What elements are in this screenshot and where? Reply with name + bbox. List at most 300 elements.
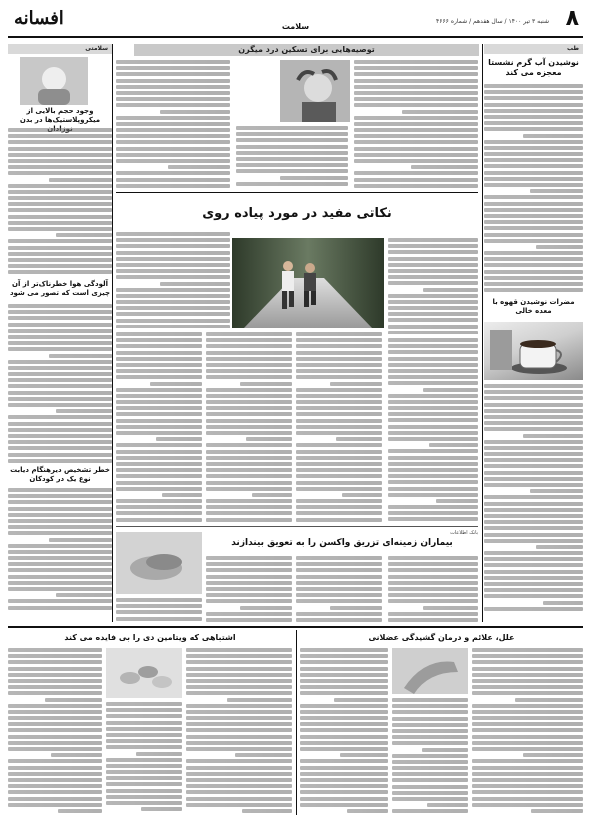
text-line: [160, 110, 230, 114]
text-line: [186, 704, 292, 708]
text-line: [106, 745, 182, 749]
text-line: [354, 66, 478, 70]
text-line: [472, 759, 583, 763]
text-line: [392, 741, 468, 745]
text-line: [206, 375, 292, 379]
text-line: [116, 91, 230, 95]
text-line: [8, 190, 112, 194]
text-line: [296, 456, 382, 460]
text-line: [354, 134, 478, 138]
text-line: [8, 747, 102, 751]
text-line: [206, 431, 292, 435]
text-line: [116, 369, 202, 373]
right-column-headline: نوشیدن آب گرم نشستا معجزه می کند: [488, 58, 579, 77]
text-line: [116, 306, 230, 310]
text-line: [296, 612, 382, 616]
text-line: [8, 184, 112, 188]
text-line: [116, 325, 230, 328]
text-line: [484, 440, 583, 444]
text-line: [8, 459, 112, 463]
text-line: [206, 618, 292, 622]
text-line: [116, 425, 202, 429]
text-line: [484, 195, 583, 199]
text-line: [8, 453, 112, 457]
text-line: [8, 165, 112, 169]
text-line: [206, 575, 292, 579]
text-line: [530, 489, 583, 493]
text-line: [8, 378, 112, 382]
text-line: [246, 437, 292, 441]
text-line: [388, 318, 478, 322]
text-line: [8, 587, 112, 591]
text-line: [300, 759, 388, 763]
text-line: [354, 159, 478, 163]
text-line: [484, 220, 583, 224]
text-line: [116, 406, 202, 410]
text-line: [388, 505, 478, 509]
text-line: [8, 531, 112, 535]
text-line: [206, 412, 292, 416]
text-line: [388, 300, 478, 304]
text-line: [106, 721, 182, 725]
text-line: [388, 406, 478, 410]
text-line: [116, 312, 230, 316]
text-line: [8, 215, 112, 219]
text-line: [116, 85, 230, 89]
text-line: [8, 153, 112, 157]
text-line: [296, 618, 382, 622]
text-line: [484, 557, 583, 561]
text-line: [8, 667, 102, 671]
text-line: [427, 803, 468, 807]
text-line: [354, 103, 478, 107]
text-line: [388, 575, 478, 579]
text-line: [106, 764, 182, 768]
text-line: [392, 760, 468, 764]
vaccine-body-col1: [206, 556, 292, 622]
text-line: [392, 791, 468, 795]
text-line: [472, 766, 583, 770]
vaccine-photo: [116, 532, 202, 594]
text-line: [484, 508, 583, 512]
text-line: [354, 178, 478, 182]
text-line: [296, 518, 382, 522]
walking-body-col3: [296, 332, 382, 522]
text-line: [392, 729, 468, 733]
walking-body-col1: [116, 332, 202, 522]
text-line: [156, 437, 202, 441]
text-line: [116, 171, 230, 175]
right-column-body: [484, 84, 583, 294]
text-line: [186, 685, 292, 689]
text-line: [116, 474, 202, 478]
text-line: [484, 588, 583, 592]
text-line: [388, 581, 478, 585]
text-line: [530, 189, 583, 193]
text-line: [8, 422, 112, 426]
text-line: [300, 685, 388, 689]
text-line: [106, 770, 182, 774]
text-line: [388, 357, 478, 361]
microplastics-body: [8, 128, 112, 274]
text-line: [296, 487, 382, 491]
muscle-body-col3: [300, 648, 388, 814]
text-line: [186, 710, 292, 714]
text-line: [388, 250, 478, 254]
text-line: [8, 741, 102, 745]
text-line: [116, 116, 230, 120]
text-line: [388, 568, 478, 572]
text-line: [484, 158, 583, 162]
text-line: [116, 375, 202, 379]
text-line: [484, 146, 583, 150]
text-line: [8, 384, 112, 388]
text-line: [354, 72, 478, 76]
text-line: [436, 499, 478, 503]
text-line: [354, 140, 478, 144]
text-line: [206, 568, 292, 572]
text-line: [206, 481, 292, 485]
text-line: [388, 312, 478, 316]
text-line: [388, 275, 478, 279]
text-line: [8, 134, 112, 138]
text-line: [8, 735, 102, 739]
muscle-photo: [392, 648, 468, 694]
text-line: [484, 164, 583, 168]
text-line: [8, 202, 112, 206]
walking-body-col2: [206, 332, 292, 522]
text-line: [484, 390, 583, 394]
text-line: [484, 103, 583, 107]
text-line: [484, 452, 583, 456]
text-line: [388, 593, 478, 597]
text-line: [300, 803, 388, 807]
text-line: [8, 519, 112, 523]
text-line: [8, 654, 102, 658]
text-line: [472, 772, 583, 776]
coffee-body: [484, 384, 583, 616]
text-line: [354, 122, 478, 126]
text-line: [484, 514, 583, 518]
text-line: [472, 660, 583, 664]
text-line: [116, 288, 230, 292]
text-line: [388, 244, 478, 248]
text-line: [484, 576, 583, 580]
text-line: [484, 520, 583, 524]
vitamin-d-body-col2: [106, 702, 182, 814]
baby-illustration: [20, 57, 88, 105]
text-line: [484, 177, 583, 181]
text-line: [388, 418, 478, 422]
text-line: [388, 456, 478, 460]
text-line: [206, 612, 292, 616]
text-line: [116, 140, 230, 144]
muscle-body-col2: [392, 698, 468, 814]
text-line: [536, 545, 583, 549]
text-line: [484, 415, 583, 419]
text-line: [106, 714, 182, 718]
text-line: [8, 446, 112, 450]
text-line: [206, 400, 292, 404]
left-column-label: سلامتی: [8, 44, 112, 54]
diabetes-headline: خطر تشخیص دیرهنگام دیابت نوع یک در کودکان: [10, 466, 110, 483]
text-line: [429, 443, 478, 447]
text-line: [388, 369, 478, 373]
text-line: [116, 456, 202, 460]
text-line: [472, 778, 583, 782]
text-line: [300, 797, 388, 801]
text-line: [206, 369, 292, 373]
text-line: [472, 741, 583, 745]
text-line: [484, 270, 583, 274]
text-line: [206, 443, 292, 447]
text-line: [8, 270, 112, 274]
text-line: [116, 363, 202, 367]
vitamin-d-photo: [106, 648, 182, 698]
text-line: [388, 425, 478, 429]
text-line: [49, 178, 112, 182]
text-line: [484, 226, 583, 230]
text-line: [354, 91, 478, 95]
text-line: [8, 778, 102, 782]
section-title: سلامت: [281, 22, 310, 31]
text-line: [8, 323, 112, 327]
text-line: [206, 587, 292, 591]
text-line: [8, 575, 112, 579]
text-line: [8, 128, 112, 132]
text-line: [523, 434, 583, 438]
text-line: [354, 116, 478, 120]
text-line: [206, 562, 292, 566]
text-line: [484, 403, 583, 407]
text-line: [116, 178, 230, 182]
text-line: [8, 397, 112, 401]
text-line: [116, 257, 230, 261]
text-line: [472, 716, 583, 720]
text-line: [296, 462, 382, 466]
text-line: [116, 481, 202, 485]
text-line: [116, 103, 230, 107]
text-line: [484, 495, 583, 499]
text-line: [206, 363, 292, 367]
text-line: [347, 809, 388, 813]
text-line: [116, 388, 202, 392]
text-line: [472, 704, 583, 708]
text-line: [206, 351, 292, 355]
text-line: [236, 132, 348, 136]
text-line: [484, 471, 583, 475]
man-holding-head-illustration: [280, 60, 350, 122]
text-line: [206, 357, 292, 361]
text-line: [388, 587, 478, 591]
text-line: [484, 563, 583, 567]
text-line: [472, 803, 583, 807]
text-line: [8, 159, 112, 163]
text-line: [300, 735, 388, 739]
text-line: [116, 357, 202, 361]
text-line: [388, 375, 478, 379]
text-line: [392, 710, 468, 714]
text-line: [388, 517, 478, 521]
text-line: [296, 375, 382, 379]
text-line: [484, 276, 583, 280]
text-line: [45, 698, 102, 702]
text-line: [515, 698, 583, 702]
text-line: [484, 90, 583, 94]
text-line: [296, 431, 382, 435]
text-line: [116, 300, 230, 304]
text-line: [354, 147, 478, 151]
text-line: [8, 550, 112, 554]
migraine-body-col1: [354, 60, 478, 188]
text-line: [206, 518, 292, 522]
text-line: [484, 152, 583, 156]
text-line: [388, 269, 478, 273]
text-line: [8, 500, 112, 504]
text-line: [116, 294, 230, 298]
text-line: [8, 716, 102, 720]
text-line: [8, 679, 102, 683]
text-line: [8, 797, 102, 801]
text-line: [168, 165, 230, 169]
dateline: شنبه ۳ تیر ۱۴۰۰ / سال هفدهم / شماره ۴۶۶۶: [436, 18, 549, 25]
text-line: [8, 252, 112, 256]
text-line: [330, 382, 382, 386]
text-line: [116, 232, 230, 236]
text-line: [206, 425, 292, 429]
text-line: [116, 122, 230, 126]
migraine-headline: توصیه‌هایی برای تسکین درد میگرن: [134, 44, 479, 56]
text-line: [484, 539, 583, 543]
text-line: [354, 171, 478, 175]
text-line: [186, 648, 292, 652]
text-line: [392, 717, 468, 721]
text-line: [392, 785, 468, 789]
text-line: [392, 723, 468, 727]
text-line: [8, 494, 112, 498]
text-line: [296, 338, 382, 342]
text-line: [296, 400, 382, 404]
walking-photo: [232, 238, 384, 328]
text-line: [300, 667, 388, 671]
text-line: [388, 468, 478, 472]
text-line: [472, 673, 583, 677]
text-line: [162, 493, 202, 497]
text-line: [186, 778, 292, 782]
text-line: [186, 660, 292, 664]
text-line: [206, 581, 292, 585]
walking-body-left: [116, 232, 230, 328]
text-line: [472, 797, 583, 801]
text-line: [116, 79, 230, 83]
text-line: [388, 294, 478, 298]
text-line: [300, 778, 388, 782]
text-line: [8, 660, 102, 664]
text-line: [354, 153, 478, 157]
text-line: [484, 121, 583, 125]
text-line: [186, 784, 292, 788]
text-line: [472, 735, 583, 739]
text-line: [8, 648, 102, 652]
text-line: [116, 128, 230, 132]
text-line: [186, 759, 292, 763]
text-line: [300, 741, 388, 745]
vitamin-d-headline: اشتباهی که ویتامین دی را بی فایده می کند: [64, 633, 236, 642]
air-pollution-headline: آلودگی هوا خطرناک‌تر از آن چیزی است که تصور می شود: [9, 280, 111, 297]
text-line: [160, 282, 230, 286]
text-line: [423, 606, 478, 610]
text-line: [236, 157, 348, 161]
text-line: [116, 244, 230, 248]
text-line: [8, 772, 102, 776]
text-line: [8, 513, 112, 517]
text-line: [484, 127, 583, 131]
text-line: [300, 660, 388, 664]
pills-illustration: [106, 648, 182, 698]
text-line: [296, 394, 382, 398]
text-line: [472, 722, 583, 726]
text-line: [388, 363, 478, 367]
text-line: [8, 415, 112, 419]
text-line: [236, 138, 348, 142]
text-line: [484, 251, 583, 255]
text-line: [116, 153, 230, 157]
text-line: [8, 227, 112, 231]
text-line: [392, 698, 468, 702]
text-line: [236, 169, 348, 173]
text-line: [296, 412, 382, 416]
text-line: [472, 679, 583, 683]
text-line: [422, 748, 468, 752]
text-line: [296, 351, 382, 355]
text-line: [116, 400, 202, 404]
text-line: [8, 568, 112, 572]
text-line: [8, 766, 102, 770]
text-line: [106, 727, 182, 731]
masthead: [8, 8, 583, 38]
text-line: [402, 110, 478, 114]
text-line: [296, 357, 382, 361]
text-line: [336, 437, 382, 441]
text-line: [186, 803, 292, 807]
text-line: [472, 747, 583, 751]
text-line: [206, 394, 292, 398]
text-line: [116, 344, 202, 348]
text-line: [58, 809, 102, 813]
text-line: [392, 772, 468, 776]
text-line: [206, 599, 292, 603]
text-line: [186, 741, 292, 745]
text-line: [8, 140, 112, 144]
migraine-body-col2: [236, 126, 348, 188]
hands-illustration: [116, 532, 202, 594]
text-line: [388, 394, 478, 398]
text-line: [388, 281, 478, 285]
text-line: [8, 722, 102, 726]
text-line: [106, 708, 182, 712]
text-line: [392, 766, 468, 770]
text-line: [296, 425, 382, 429]
text-line: [116, 184, 230, 188]
microplastics-headline: وجود حجم بالایی از میکروپلاستیک‌ها در بدن: [19, 107, 101, 124]
text-line: [8, 440, 112, 444]
text-line: [484, 140, 583, 144]
text-line: [388, 599, 478, 603]
text-line: [8, 599, 112, 603]
text-line: [388, 325, 478, 329]
text-line: [186, 716, 292, 720]
text-line: [116, 338, 202, 342]
